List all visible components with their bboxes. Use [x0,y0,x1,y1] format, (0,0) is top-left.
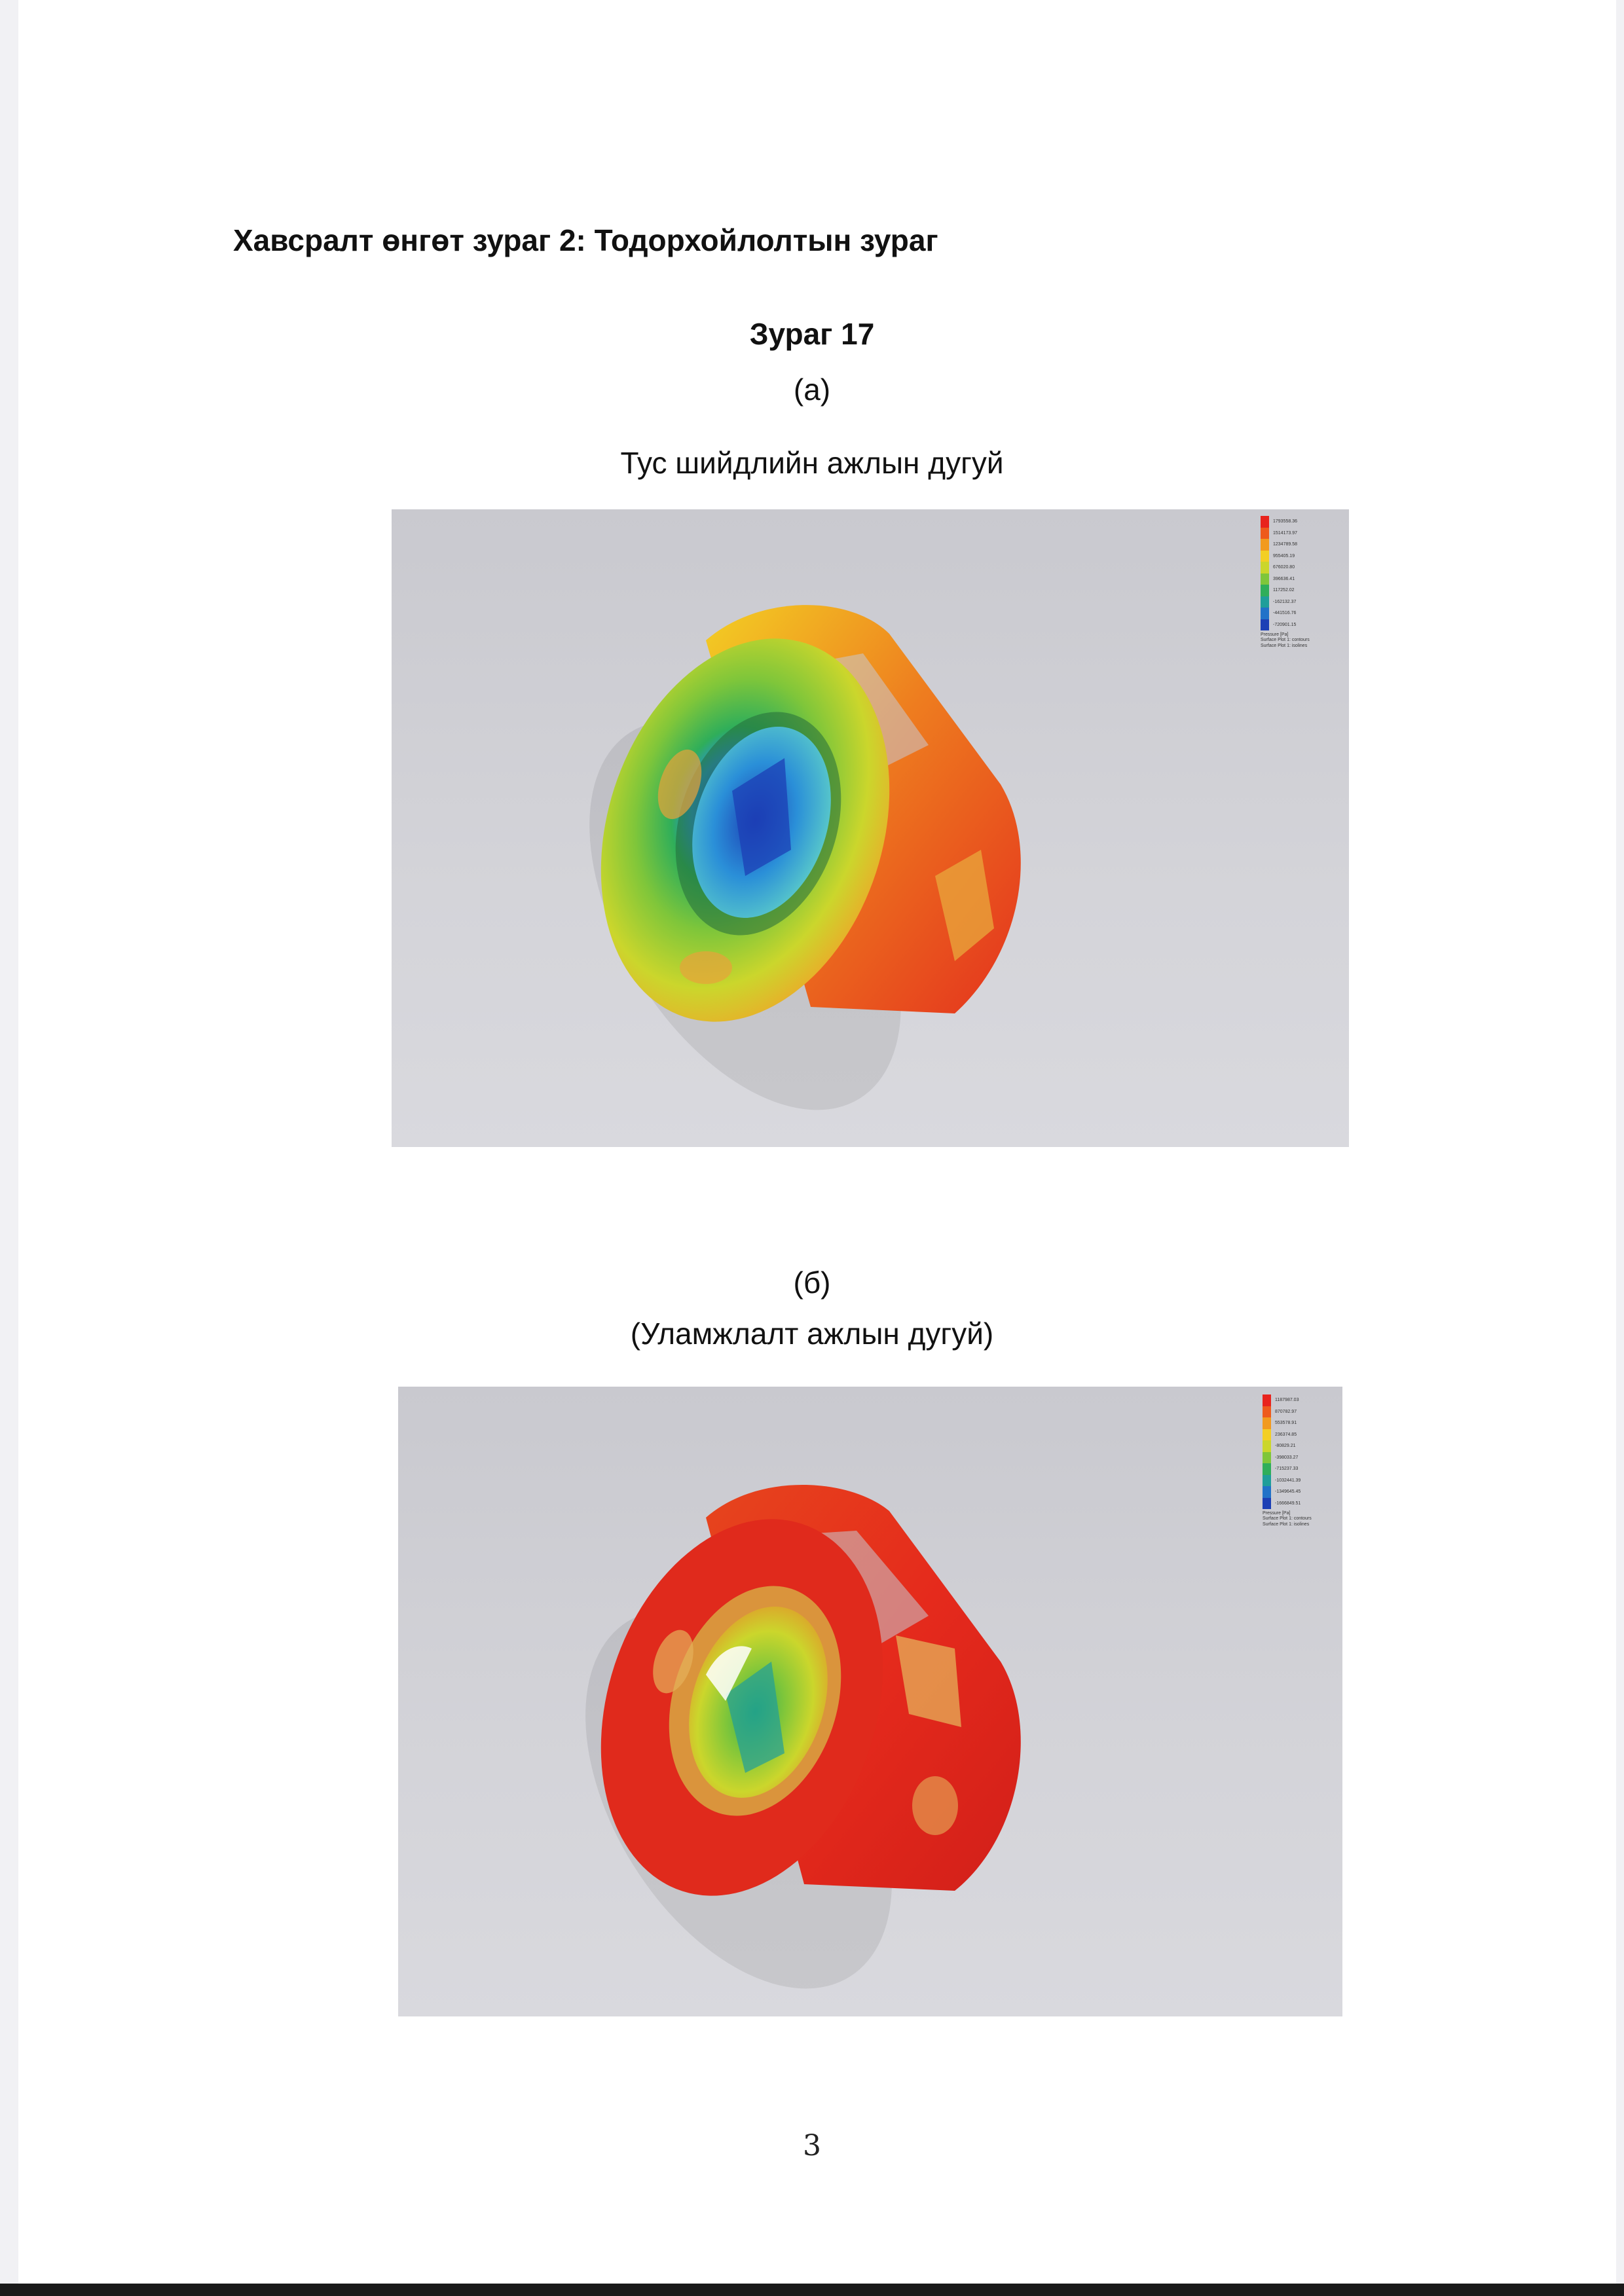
legend-swatch [1263,1486,1271,1498]
legend-row [1263,1429,1312,1441]
legend-swatch [1261,596,1269,608]
legend-row [1263,1475,1312,1487]
legend-swatch [1263,1417,1271,1429]
legend-row [1261,574,1310,585]
figure-a-label: (а) [793,373,831,407]
legend-row [1263,1463,1312,1475]
figure-title: Зураг 17 [749,317,875,351]
legend-swatch [1261,619,1269,631]
legend-note: Surface Plot 1: contours [1261,638,1310,642]
legend-value: 1793558.36 [1273,519,1297,524]
legend-value: 236374.85 [1275,1432,1297,1437]
legend-value: -398033.27 [1275,1455,1299,1460]
legend-value: -715237.33 [1275,1467,1299,1472]
legend-swatch [1261,608,1269,619]
legend-value: -1349645.45 [1275,1489,1301,1495]
legend-swatch [1263,1440,1271,1452]
legend-row [1261,528,1310,539]
legend-value: 870782.97 [1275,1409,1297,1414]
legend-value: 955405.19 [1273,553,1295,558]
legend-row [1263,1452,1312,1464]
legend-row [1261,539,1310,551]
legend-value: -720901.15 [1273,622,1297,627]
legend-swatch [1261,528,1269,539]
legend-value: 1187987.03 [1275,1398,1299,1403]
legend-swatch [1261,551,1269,562]
legend-row [1263,1417,1312,1429]
legend-swatch [1261,516,1269,528]
impeller-a-render [392,509,1349,1147]
legend-row [1263,1440,1312,1452]
scan-bottom-border [0,2284,1624,2296]
legend-note: Surface Plot 1: contours [1263,1516,1312,1521]
legend-swatch [1263,1452,1271,1464]
figure-a-legend [1261,516,1310,649]
impeller-b-render [398,1387,1342,2016]
legend-swatch [1261,585,1269,596]
figure-a-caption: Тус шийдлийн ажлын дугуй [620,446,1004,480]
legend-value: 553578.91 [1275,1421,1297,1426]
legend-swatch [1263,1406,1271,1418]
figure-b-label: (б) [793,1266,831,1300]
legend-row [1261,585,1310,596]
legend-row [1261,551,1310,562]
legend-value: -80829.21 [1275,1444,1296,1449]
legend-value: -162132.37 [1273,599,1297,604]
legend-row [1261,596,1310,608]
legend-row [1263,1406,1312,1418]
legend-swatch [1261,574,1269,585]
legend-row [1261,608,1310,619]
figure-b-image [398,1387,1342,2016]
legend-row [1261,516,1310,528]
legend-value: 1514173.97 [1273,530,1297,536]
legend-row [1261,562,1310,574]
legend-row [1263,1394,1312,1406]
legend-value: 396636.41 [1273,576,1295,581]
appendix-heading: Хавсралт өнгөт зураг 2: Тодорхойлолтын зураг [233,223,938,257]
legend-row [1263,1498,1312,1510]
legend-unit: Pressure [Pa] [1261,632,1289,637]
legend-value: -441516.76 [1273,611,1297,616]
legend-swatch [1263,1429,1271,1441]
legend-swatch [1263,1475,1271,1487]
legend-value: -1666849.51 [1275,1501,1301,1506]
legend-value: 1234789.58 [1273,542,1297,547]
figure-a-image [392,509,1349,1147]
figure-b-legend [1263,1394,1312,1527]
legend-note: Surface Plot 1: isolines [1261,644,1308,648]
legend-swatch [1263,1463,1271,1475]
page-number: 3 [803,2129,821,2162]
legend-row [1261,619,1310,631]
legend-swatch [1263,1394,1271,1406]
legend-swatch [1263,1498,1271,1510]
legend-swatch [1261,562,1269,574]
legend-row [1263,1486,1312,1498]
legend-value: 676020.80 [1273,565,1295,570]
figure-b-caption: (Уламжлалт ажлын дугуй) [630,1317,994,1351]
legend-value: 117252.02 [1273,588,1295,593]
legend-value: -1032441.39 [1275,1478,1301,1483]
legend-swatch [1261,539,1269,551]
legend-unit: Pressure [Pa] [1263,1511,1291,1516]
legend-note: Surface Plot 1: isolines [1263,1522,1310,1527]
